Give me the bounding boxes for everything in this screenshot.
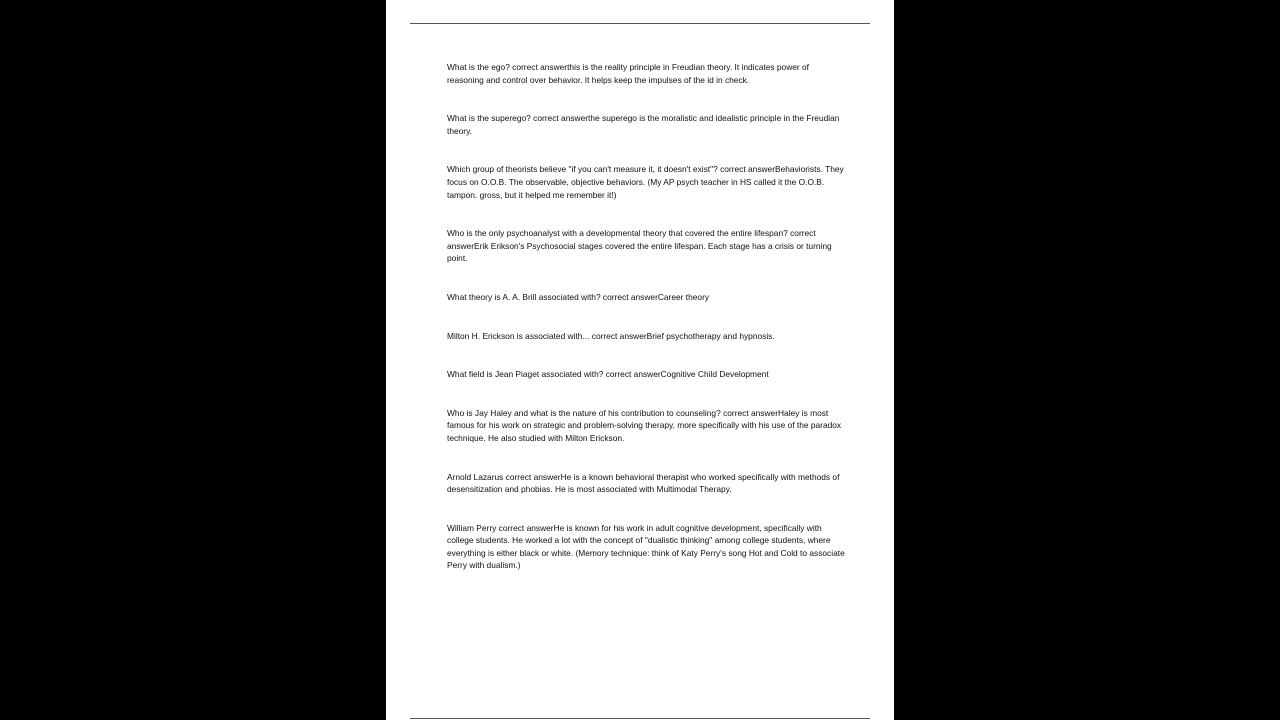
document-page xyxy=(386,0,894,720)
qa-entry-erikson: Who is the only psychoanalyst with a developmental theory that covered the entire lifespan? correct answerErik Erikson's Psychosocial stages covered the entire lifespan. Each stage has a crisis or turning point. xyxy=(447,228,832,264)
qa-entry-haley: Who is Jay Haley and what is the nature of his contribution to counseling? correct answerHaley is most famous for his work on strategic and problem-solving therapy, more specifically with his use of the paradox technique. He also studied with Milton Erickson. xyxy=(447,407,842,443)
qa-entry-behaviorists: Which group of theorists believe "if you can't measure it, it doesn't exist"? correct answerBehaviorists. They focus on O.O.B. The observable, objective behaviors. (My AP psych teacher in HS called it the O.O.B. tampon. gross, but it helped me remember it!) xyxy=(447,164,844,200)
qa-entry-perry: William Perry correct answerHe is known for his work in adult cognitive development, specifically with college students. He worked a lot with the concept of "dualistic thinking" among college students, where everything is either black or white. (Memory technique: think of Katy Perry's song Hot and Cold to associate Perry with dualism.) xyxy=(447,522,845,571)
qa-entry-superego: What is the superego? correct answerthe superego is the moralistic and idealistic principle in the Freudian theory. xyxy=(447,113,840,136)
qa-entry-brill: What theory is A. A. Brill associated with? correct answerCareer theory xyxy=(447,291,710,302)
qa-list xyxy=(447,61,847,598)
qa-entry-lazarus: Arnold Lazarus correct answerHe is a known behavioral therapist who worked specifically with methods of desensitization and phobias. He is most associated with Multimodal Therapy. xyxy=(447,471,840,495)
header-rule xyxy=(410,23,870,24)
qa-entry-milton-erickson: Milton H. Erickson is associated with... correct answerBrief psychotherapy and hypnosis. xyxy=(447,330,775,341)
qa-entry-ego: What is the ego? correct answerthis is the reality principle in Freudian theory. It indicates power of reasoning and control over behavior. It helps keep the impulses of the id in check. xyxy=(447,62,810,85)
footer-rule xyxy=(410,718,870,719)
qa-entry-piaget: What field is Jean Piaget associated with? correct answerCognitive Child Development xyxy=(447,369,769,380)
